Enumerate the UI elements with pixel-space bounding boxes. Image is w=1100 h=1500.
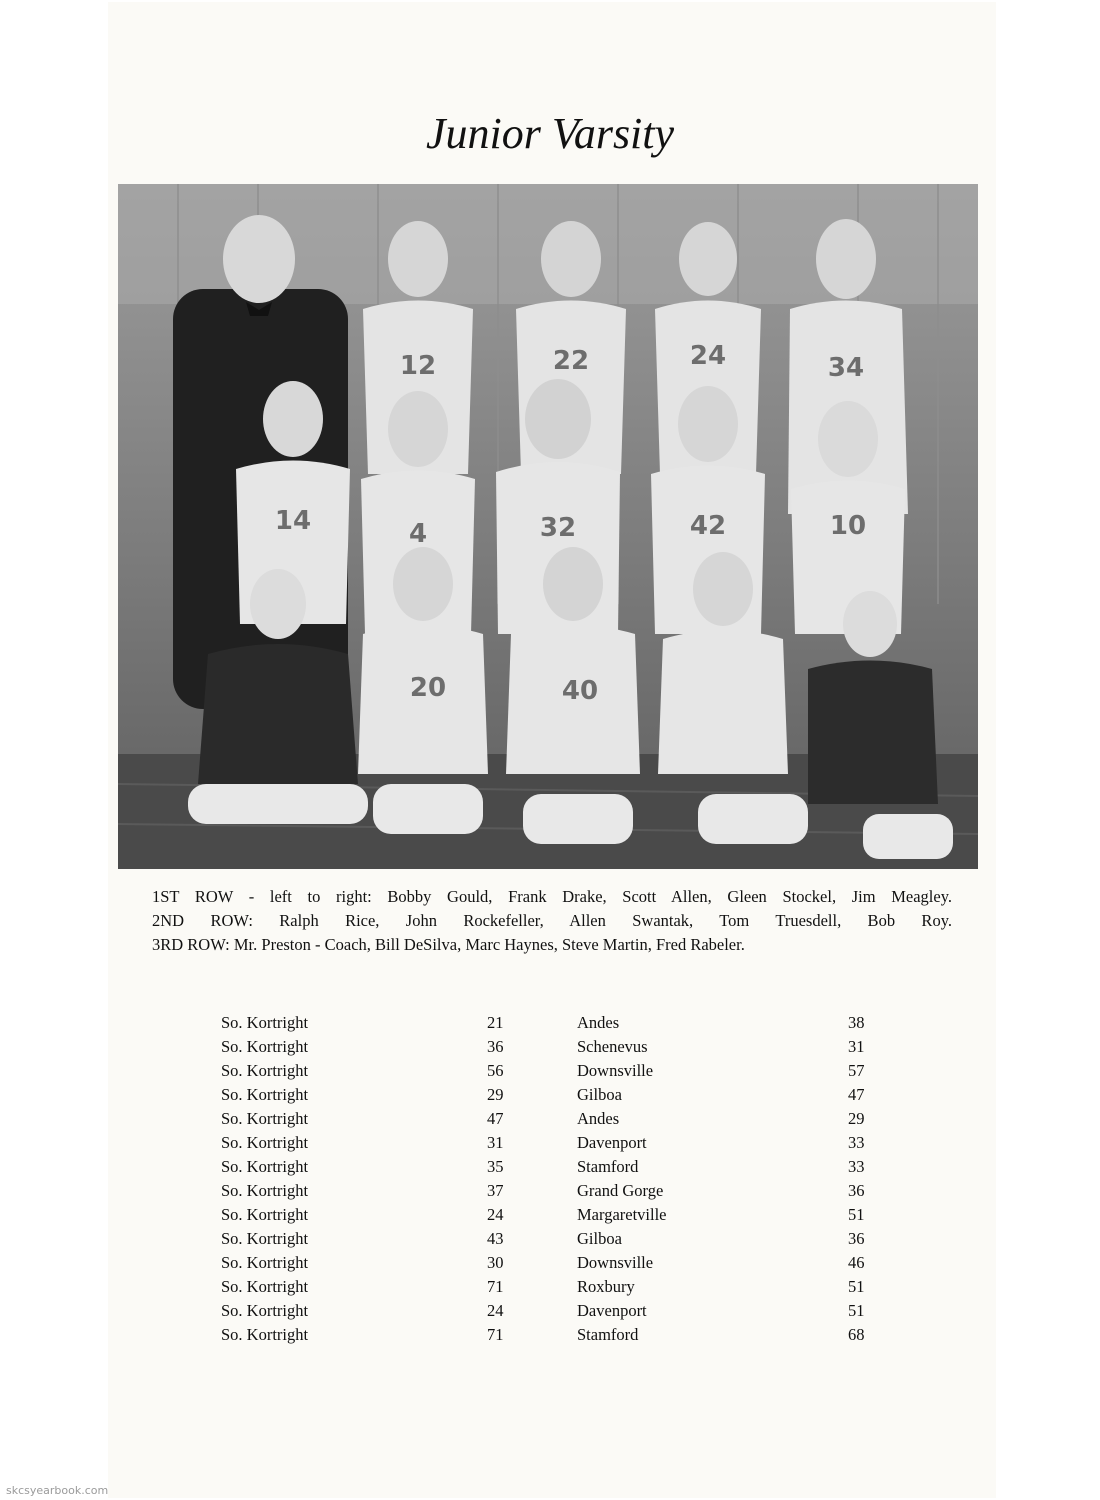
team-name: So. Kortright	[221, 1109, 309, 1128]
opponent-name: Roxbury	[577, 1277, 635, 1296]
team-name: So. Kortright	[221, 1277, 309, 1296]
team-score: 31	[487, 1133, 504, 1152]
opponent-score: 47	[848, 1085, 865, 1104]
jersey-number: 40	[561, 676, 599, 706]
team-score: 36	[487, 1037, 504, 1056]
opponent-name: Andes	[577, 1109, 620, 1128]
team-score: 21	[487, 1013, 504, 1032]
opponent-score: 29	[848, 1109, 865, 1128]
team-name: So. Kortright	[221, 1325, 309, 1344]
team-name: So. Kortright	[221, 1013, 309, 1032]
season-scores	[0, 1013, 1100, 1349]
opponent-score: 51	[848, 1277, 865, 1296]
score-row	[0, 1277, 1100, 1301]
score-row	[0, 1181, 1100, 1205]
opponent-name: Schenevus	[577, 1037, 648, 1056]
caption-first-row: 1ST ROW - left to right: Bobby Gould, Frank Drake, Scott Allen, Gleen Stockel, Jim Meagley.	[152, 887, 952, 906]
opponent-name: Margaretville	[577, 1205, 667, 1224]
jersey-number: 42	[689, 511, 727, 541]
opponent-score: 38	[848, 1013, 865, 1032]
jersey-number: 24	[689, 341, 727, 371]
jersey-number: 10	[829, 511, 867, 541]
opponent-score: 36	[848, 1229, 865, 1248]
team-name: So. Kortright	[221, 1061, 309, 1080]
opponent-name: Gilboa	[577, 1229, 622, 1248]
opponent-score: 33	[848, 1133, 865, 1152]
team-score: 30	[487, 1253, 504, 1272]
team-photo-illustration	[118, 184, 978, 869]
team-score: 43	[487, 1229, 504, 1248]
opponent-name: Andes	[577, 1013, 620, 1032]
opponent-score: 68	[848, 1325, 865, 1344]
team-score: 24	[487, 1205, 504, 1224]
photo-caption	[152, 885, 952, 957]
score-row	[0, 1301, 1100, 1325]
opponent-score: 36	[848, 1181, 865, 1200]
opponent-name: Stamford	[577, 1157, 639, 1176]
team-name: So. Kortright	[221, 1133, 309, 1152]
page-title: Junior Varsity	[425, 109, 675, 158]
team-score: 35	[487, 1157, 504, 1176]
team-name: So. Kortright	[221, 1205, 309, 1224]
team-name: So. Kortright	[221, 1229, 309, 1248]
jersey-number: 22	[552, 346, 590, 376]
opponent-name: Gilboa	[577, 1085, 622, 1104]
team-score: 71	[487, 1277, 504, 1296]
team-score: 71	[487, 1325, 504, 1344]
jersey-number: 20	[409, 673, 447, 703]
jersey-number: 4	[408, 519, 428, 549]
opponent-name: Stamford	[577, 1325, 639, 1344]
caption-second-row: 2ND ROW: Ralph Rice, John Rockefeller, Allen Swantak, Tom Truesdell, Bob Roy.	[152, 911, 952, 930]
opponent-name: Davenport	[577, 1301, 647, 1320]
score-row	[0, 1037, 1100, 1061]
caption-third-row: 3RD ROW: Mr. Preston - Coach, Bill DeSilva, Marc Haynes, Steve Martin, Fred Rabeler.	[152, 935, 745, 954]
opponent-score: 51	[848, 1205, 865, 1224]
team-score: 37	[487, 1181, 504, 1200]
team-score: 24	[487, 1301, 504, 1320]
opponent-name: Davenport	[577, 1133, 647, 1152]
score-row	[0, 1133, 1100, 1157]
team-score: 29	[487, 1085, 504, 1104]
opponent-score: 46	[848, 1253, 865, 1272]
team-score: 47	[487, 1109, 504, 1128]
jersey-number: 14	[274, 506, 312, 536]
team-name: So. Kortright	[221, 1253, 309, 1272]
score-row	[0, 1157, 1100, 1181]
jersey-number: 34	[827, 353, 865, 383]
opponent-score: 33	[848, 1157, 865, 1176]
score-row	[0, 1205, 1100, 1229]
score-row	[0, 1253, 1100, 1277]
team-photo	[118, 184, 978, 869]
score-row	[0, 1109, 1100, 1133]
team-name: So. Kortright	[221, 1085, 309, 1104]
team-name: So. Kortright	[221, 1037, 309, 1056]
team-name: So. Kortright	[221, 1181, 309, 1200]
opponent-score: 57	[848, 1061, 865, 1080]
team-name: So. Kortright	[221, 1301, 309, 1320]
score-row	[0, 1013, 1100, 1037]
jersey-number: 12	[399, 351, 437, 381]
opponent-name: Grand Gorge	[577, 1181, 664, 1200]
score-row	[0, 1085, 1100, 1109]
opponent-name: Downsville	[577, 1253, 654, 1272]
site-watermark: skcsyearbook.com	[6, 1484, 109, 1497]
score-row	[0, 1325, 1100, 1349]
jersey-number: 32	[539, 513, 577, 543]
score-row	[0, 1229, 1100, 1253]
team-score: 56	[487, 1061, 504, 1080]
opponent-score: 31	[848, 1037, 865, 1056]
team-name: So. Kortright	[221, 1157, 309, 1176]
score-row	[0, 1061, 1100, 1085]
opponent-score: 51	[848, 1301, 865, 1320]
opponent-name: Downsville	[577, 1061, 654, 1080]
